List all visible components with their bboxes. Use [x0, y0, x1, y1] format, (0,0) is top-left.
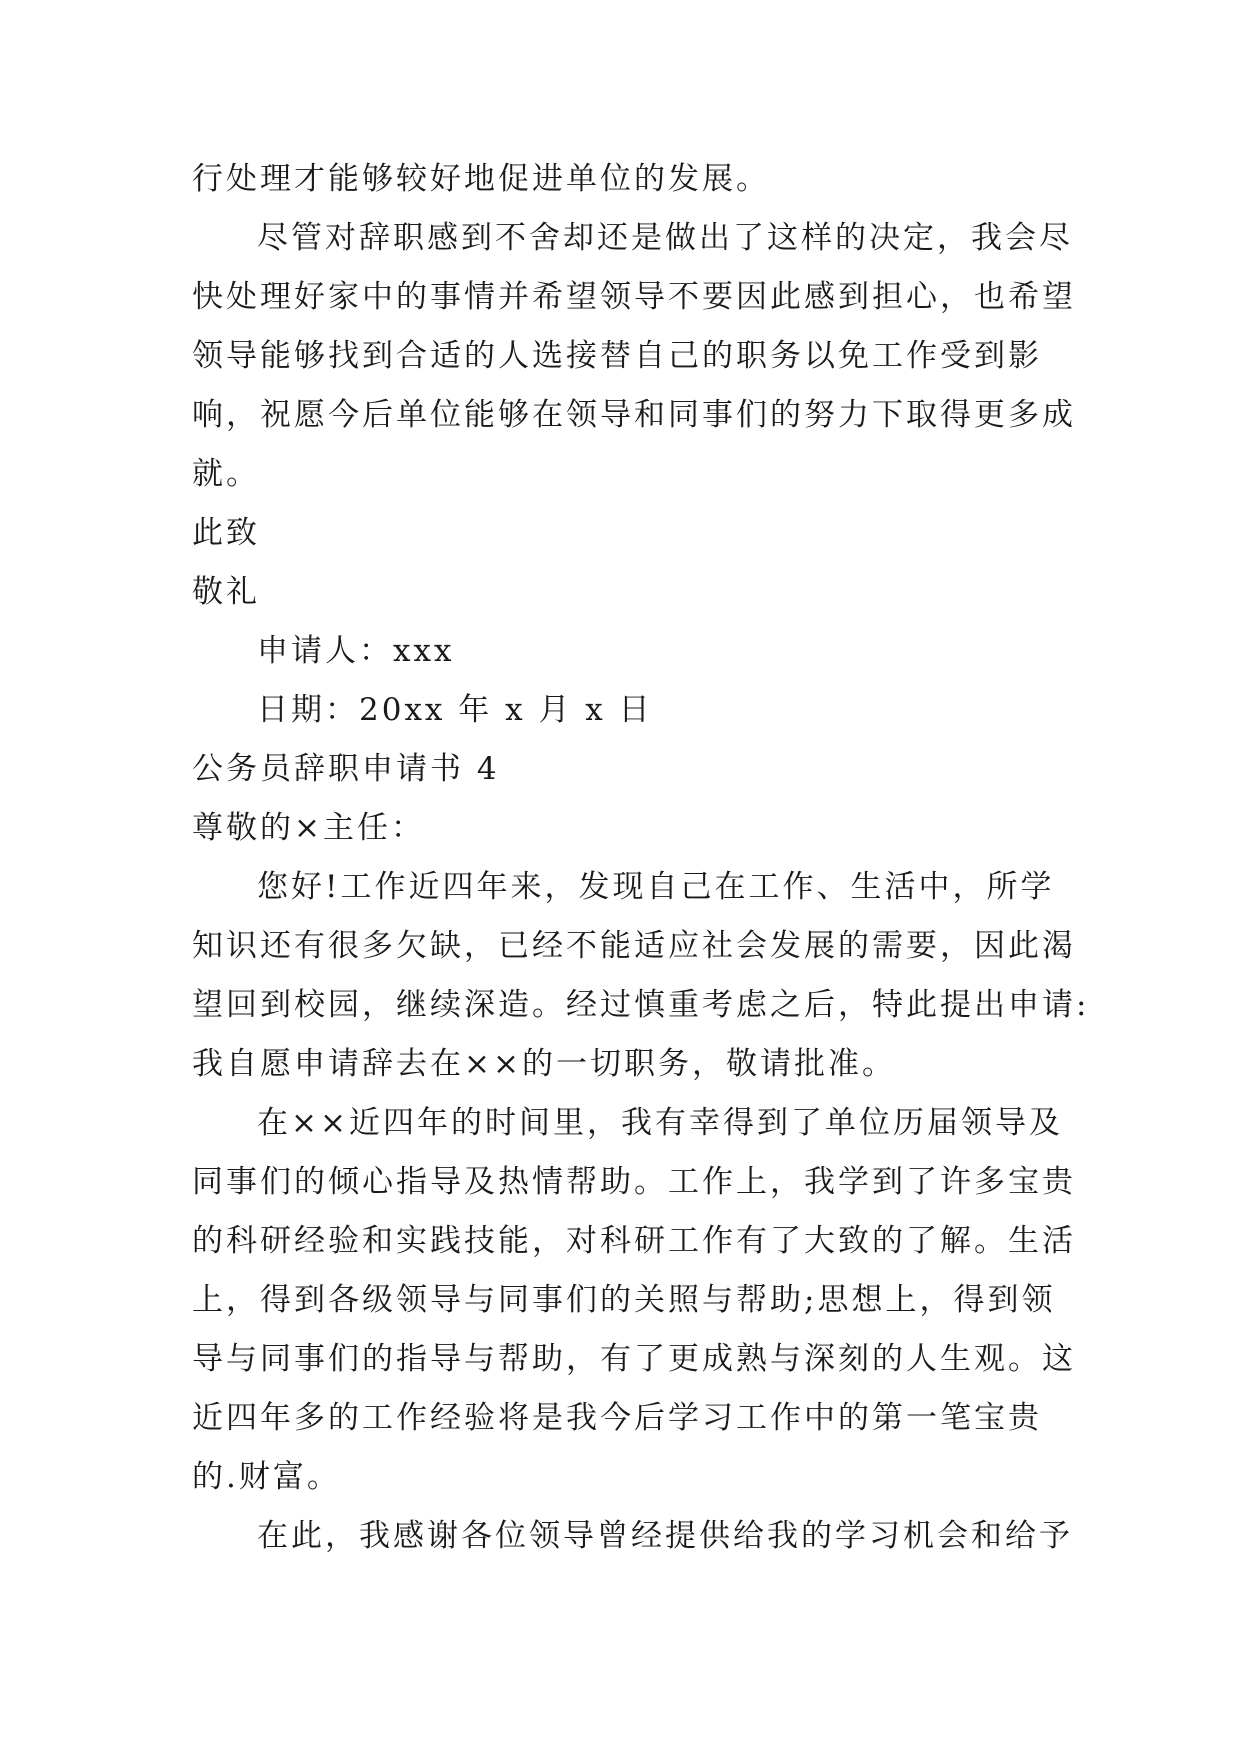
paragraph-first-line: 在××近四年的时间里，我有幸得到了单位历届领导及 [257, 1105, 1063, 1141]
text-line: 的.财富。 [192, 1459, 341, 1495]
text-line: 响，祝愿今后单位能够在领导和同事们的努力下取得更多成 [192, 397, 1076, 433]
paragraph-first-line: 尽管对辞职感到不舍却还是做出了这样的决定，我会尽 [257, 220, 1073, 256]
closing-line: 此致 [192, 515, 260, 551]
text-line: 就。 [192, 456, 260, 492]
text-line: 近四年多的工作经验将是我今后学习工作中的第一笔宝贵 [192, 1400, 1042, 1436]
text-line: 望回到校园，继续深造。经过慎重考虑之后，特此提出申请: [192, 987, 1090, 1023]
text-line: 上，得到各级领导与同事们的关照与帮助;思想上，得到领 [192, 1282, 1056, 1318]
text-line: 我自愿申请辞去在××的一切职务，敬请批准。 [192, 1046, 896, 1082]
text-line: 快处理好家中的事情并希望领导不要因此感到担心，也希望 [192, 279, 1076, 315]
text-line: 同事们的倾心指导及热情帮助。工作上，我学到了许多宝贵 [192, 1164, 1076, 1200]
paragraph-first-line: 在此，我感谢各位领导曾经提供给我的学习机会和给予 [257, 1518, 1073, 1554]
closing-salute: 敬礼 [192, 574, 260, 610]
paragraph-first-line: 您好!工作近四年来，发现自己在工作、生活中，所学 [257, 869, 1055, 905]
applicant-line: 申请人：xxx [257, 633, 455, 669]
salutation: 尊敬的×主任： [192, 810, 425, 846]
text-line: 行处理才能够较好地促进单位的发展。 [192, 161, 770, 197]
text-line: 领导能够找到合适的人选接替自己的职务以免工作受到影 [192, 338, 1042, 374]
text-line: 的科研经验和实践技能，对科研工作有了大致的了解。生活 [192, 1223, 1076, 1259]
document-body [192, 150, 1090, 1566]
text-line: 知识还有很多欠缺，已经不能适应社会发展的需要，因此渴 [192, 928, 1076, 964]
date-line: 日期：20xx 年 x 月 x 日 [257, 692, 653, 728]
text-line: 导与同事们的指导与帮助，有了更成熟与深刻的人生观。这 [192, 1341, 1076, 1377]
section-title: 公务员辞职申请书 4 [192, 751, 500, 787]
